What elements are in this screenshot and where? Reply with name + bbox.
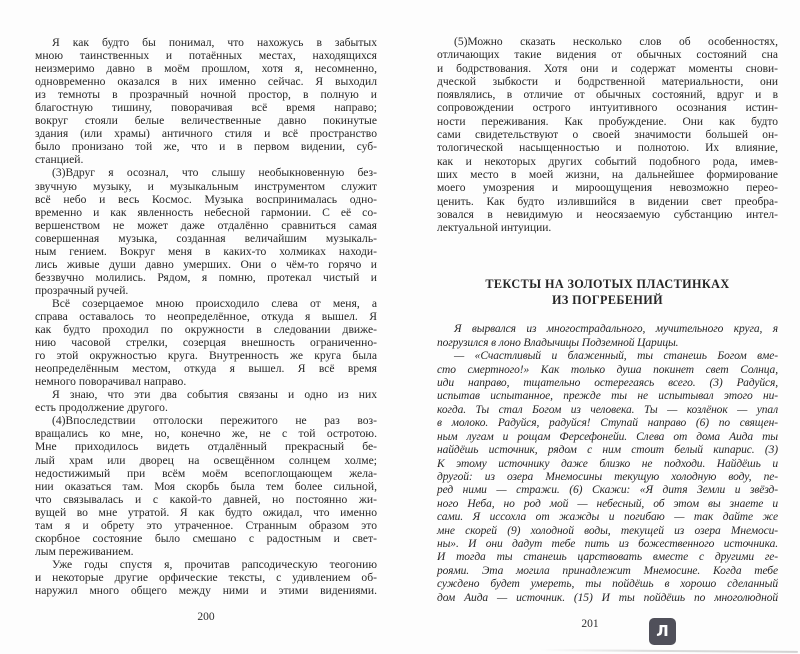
text-line: когда. Ты стал Богом из человека. Ты — козлёнок — упал (437, 403, 778, 416)
text-line: ших место в моей жизни, на дальнейшее формирование (437, 168, 778, 181)
text-line: появлялись, в отличие от обычных состояний, вдруг и в (437, 89, 778, 102)
paragraph (35, 297, 377, 388)
text-line: сами свидетельствуют о своей значимости большей он- (437, 129, 778, 142)
text-line: Всё созерцаемое мною происходило слева от меня, а (52, 296, 377, 310)
scan-edge-shadow (540, 649, 798, 653)
text-line: тологической насыщенностью и полнотою. Их влияние, (437, 142, 778, 155)
text-line: благостную тишину, поворачивая всё время направо; (35, 101, 377, 115)
section-heading (437, 276, 778, 308)
text-line: прозрачный ручей. (35, 283, 129, 297)
text-line: станцией. (35, 153, 84, 167)
text-line: нию часовой стрелки, созерцая внешность ограниченно- (35, 336, 377, 350)
text-line: К этому источнику даже близко не подходи. Найдёшь и (437, 457, 778, 470)
right-page-number: 201 (581, 618, 599, 630)
text-line: (3)Вдруг я осознал, что слышу необыкновенную без- (52, 166, 377, 180)
paragraph (35, 558, 377, 597)
text-line: как и некоторых других событий подобного рода, имев- (437, 155, 778, 168)
text-line: там я и обрету это утраченное. Странным образом это (35, 518, 377, 532)
right-page-intro-text (437, 36, 778, 235)
text-line: из темноты в прозрачный ночной простор, в полную и (35, 88, 377, 102)
left-page-number: 200 (197, 611, 215, 623)
text-line: неизмеримо давно в моём прошлом, хотя я, несомненно, (35, 62, 377, 76)
text-line: зовался в невидимую и неосязаемую субстанцию интел- (437, 208, 778, 221)
text-line: мною таинственных и потаённых местах, находящихся (35, 49, 377, 63)
paragraph (35, 36, 377, 166)
text-line: и бодрствования. Хотя они и содержат моменты снови- (437, 62, 778, 75)
text-line: Уже годы спустя я, прочитав рапсодическую теогонию (52, 557, 377, 571)
text-line: (5)Можно сказать несколько слов об особенностях, (454, 36, 778, 48)
text-line: нии оказаться там. Моя скорбь была тем более сильной, (35, 479, 377, 493)
text-line: наружил много общего между ними и этими видениями. (35, 583, 377, 597)
text-line: лись живые души давно умерших. Они о чём-то горячо и (35, 257, 377, 271)
text-line: всё небо и весь Космос. Музыка воспринималась одно- (35, 192, 377, 206)
text-line: беззвучно молились. Рядом, я помню, протекал чистый и (35, 270, 377, 284)
text-line: сами. Я иссохла от жажды и погибаю — так дайте же (437, 511, 778, 524)
text-line: лый храм или дворец на освещённом солнцем холме; (35, 453, 377, 467)
labirint-logo-watermark (649, 618, 676, 645)
text-line: звучную музыку, и музыкальным инструментом служит (35, 179, 377, 193)
text-line: Мне приходилось видеть отдалённый прекрасный бе- (35, 440, 377, 454)
text-line: испытав испытанное, прежде ты не испытывал этого ни- (437, 390, 778, 403)
text-line: ны». И они дадут тебе пить из божественного источника. (437, 537, 778, 550)
text-line: Я как будто бы понимал, что нахожусь в забытых (52, 36, 377, 49)
text-line: здания (или храмы) античного стиля и всё пространство (35, 127, 377, 141)
text-line: моего умозрения и мироощущения невозможно перео- (437, 182, 778, 195)
text-line: было пронизано той же, что и в первом видении, суб- (35, 140, 377, 154)
text-line: дческой зыбкости и бодрственной материальности, они (437, 75, 778, 88)
paragraph (437, 350, 778, 605)
paragraph (35, 414, 377, 558)
text-line: как будто проходил по окружности в следовании движе- (35, 323, 377, 337)
text-line: ности переживания. Как пробуждение. Они как будто (437, 115, 778, 128)
left-page-text (35, 36, 377, 597)
paragraph (437, 36, 778, 235)
text-line: сто смертного!» Как только душа покинет свет Солнца, (437, 363, 778, 376)
text-line: лым переживанием. (35, 544, 134, 558)
right-page-quote-text (437, 323, 778, 605)
text-line: дом Аида — источник. (15) И ты пойдёшь по многолюдной (437, 591, 778, 604)
section-heading-line2: ИЗ ПОГРЕБЕНИЙ (551, 293, 664, 308)
text-line: совершенная музыка, созданная величайшим музыкаль- (35, 231, 377, 245)
text-line: иди направо, тщательно остерегаясь всего. (3) Радуйся, (437, 377, 778, 390)
text-line: ценить. Как будто излившийся в видении свет преобра- (437, 195, 778, 208)
text-line: отличающих такие видения от обычных состояний сна (437, 49, 778, 62)
text-line: Я вырвался из многострадального, мучительного круга, я (454, 323, 778, 336)
text-line: вращались ко мне, но, конечно же, не с той остротою. (35, 427, 377, 441)
left-page (35, 36, 377, 597)
text-line: И тогда ты станешь царствовать вместе с другими ге- (437, 551, 778, 564)
text-line: недостижимый при всём моём всепоглощающем жела- (35, 466, 377, 480)
section-heading-line1: ТЕКСТЫ НА ЗОЛОТЫХ ПЛАСТИНКАХ (485, 277, 730, 292)
labirint-logo-letter: Л (656, 622, 669, 640)
text-line: неопределённым местом, откуда я вышел. Я всё время (35, 362, 377, 376)
text-line: вущей во мне утратой. Я как будто ожидал, что именно (35, 505, 377, 519)
text-line: другой: из озера Мнемосины текущую холодную воду, пе- (437, 470, 778, 483)
right-page (437, 36, 778, 605)
text-line: временно и как явленность небесной гармонии. С её со- (35, 205, 377, 219)
text-line: погрузился в лоно Владычицы Подземной Царицы. (437, 336, 679, 349)
text-line: Я знаю, что эти два события связаны и одно из них (52, 388, 377, 402)
text-line: (4)Впоследствии отголоски пережитого не раз воз- (52, 414, 377, 428)
text-line: лектуальной интуиции. (437, 222, 552, 235)
text-line: ного Неба, но род мой — небесный, об этом вы знаете и (437, 497, 778, 510)
text-line: есть продолжение другого. (35, 401, 168, 415)
text-line: ным лугам и рощам Ферсефонейи. Слева от дома Аида ты (437, 430, 778, 443)
text-line: роями. Эта могила принадлежит Мнемосине. Когда тебе (437, 564, 778, 577)
text-line: найдёшь источник, рядом с ним стоит белый кипарис. (3) (437, 444, 778, 457)
text-line: вокруг стояли белые величественные давно покинутые (35, 114, 377, 128)
text-line: вершенством не может даже отдалённо сравниться самая (35, 218, 377, 232)
paragraph (35, 166, 377, 296)
text-line: ред ними — стражи. (6) Скажи: «Я дитя Земли и звёзд- (437, 484, 778, 497)
text-line: и некоторые другие орфические тексты, с удивлением об- (35, 570, 377, 584)
text-line: сопровождении острого интуитивного осознания истин- (437, 102, 778, 115)
text-line: справа оставалось то неопределённое, откуда я вышел. Я (35, 309, 377, 323)
text-line: го этой окружностью круга. Внутренность же круга была (35, 349, 377, 363)
text-line: суждено будет умереть, ты пойдёшь в хорошо сделанный (437, 578, 778, 591)
text-line: немного поворачивал направо. (35, 375, 187, 389)
text-line: ным гением. Вокруг меня в каких-то холмиках находи- (35, 244, 377, 258)
paragraph (437, 323, 778, 350)
text-line: мне скорей (9) холодной воды, текущей из озера Мнемоси- (437, 524, 778, 537)
text-line: — «Счастливый и блаженный, ты станешь Богом вме- (454, 350, 778, 363)
paragraph (35, 388, 377, 414)
text-line: что связывалась и с какой-то давней, но постоянно жи- (35, 492, 377, 506)
text-line: одновременно оказался в них именно сейчас. Я выходил (35, 75, 377, 89)
text-line: скорбное состояние было смешано с радостным и свет- (35, 531, 377, 545)
text-line: в молоко. Радуйся, радуйся! Ступай направо (6) по священ- (437, 417, 778, 430)
